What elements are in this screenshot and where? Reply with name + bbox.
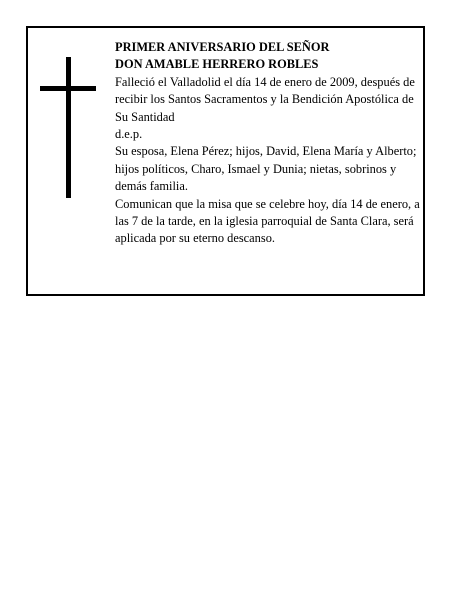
family-paragraph: Su esposa, Elena Pérez; hijos, David, Elena María y Alberto; hijos políticos, Charo, Ismael y Dunia; nietas, sobrinos y demás familia.	[115, 144, 417, 194]
cross-horizontal-bar	[40, 86, 96, 91]
obituary-notice	[26, 26, 425, 296]
death-paragraph: Falleció el Valladolid el día 14 de enero de 2009, después de recibir los Santos Sacramentos y la Bendición Apostólica de Su Santidad	[115, 74, 415, 124]
notice-title-line-2: DON AMABLE HERRERO ROBLES	[115, 57, 319, 72]
mass-paragraph: Comunican que la misa que se celebre hoy, día 14 de enero, a las 7 de la tarde, en la iglesia parroquial de Santa Clara, será aplicada por su eterno descanso.	[115, 196, 420, 246]
cross-vertical-bar	[66, 57, 71, 198]
cross-icon	[40, 57, 96, 198]
notice-title-line-1: PRIMER ANIVERSARIO DEL SEÑOR	[115, 40, 330, 54]
rip-line: d.e.p.	[115, 127, 143, 142]
notice-text	[115, 39, 420, 248]
